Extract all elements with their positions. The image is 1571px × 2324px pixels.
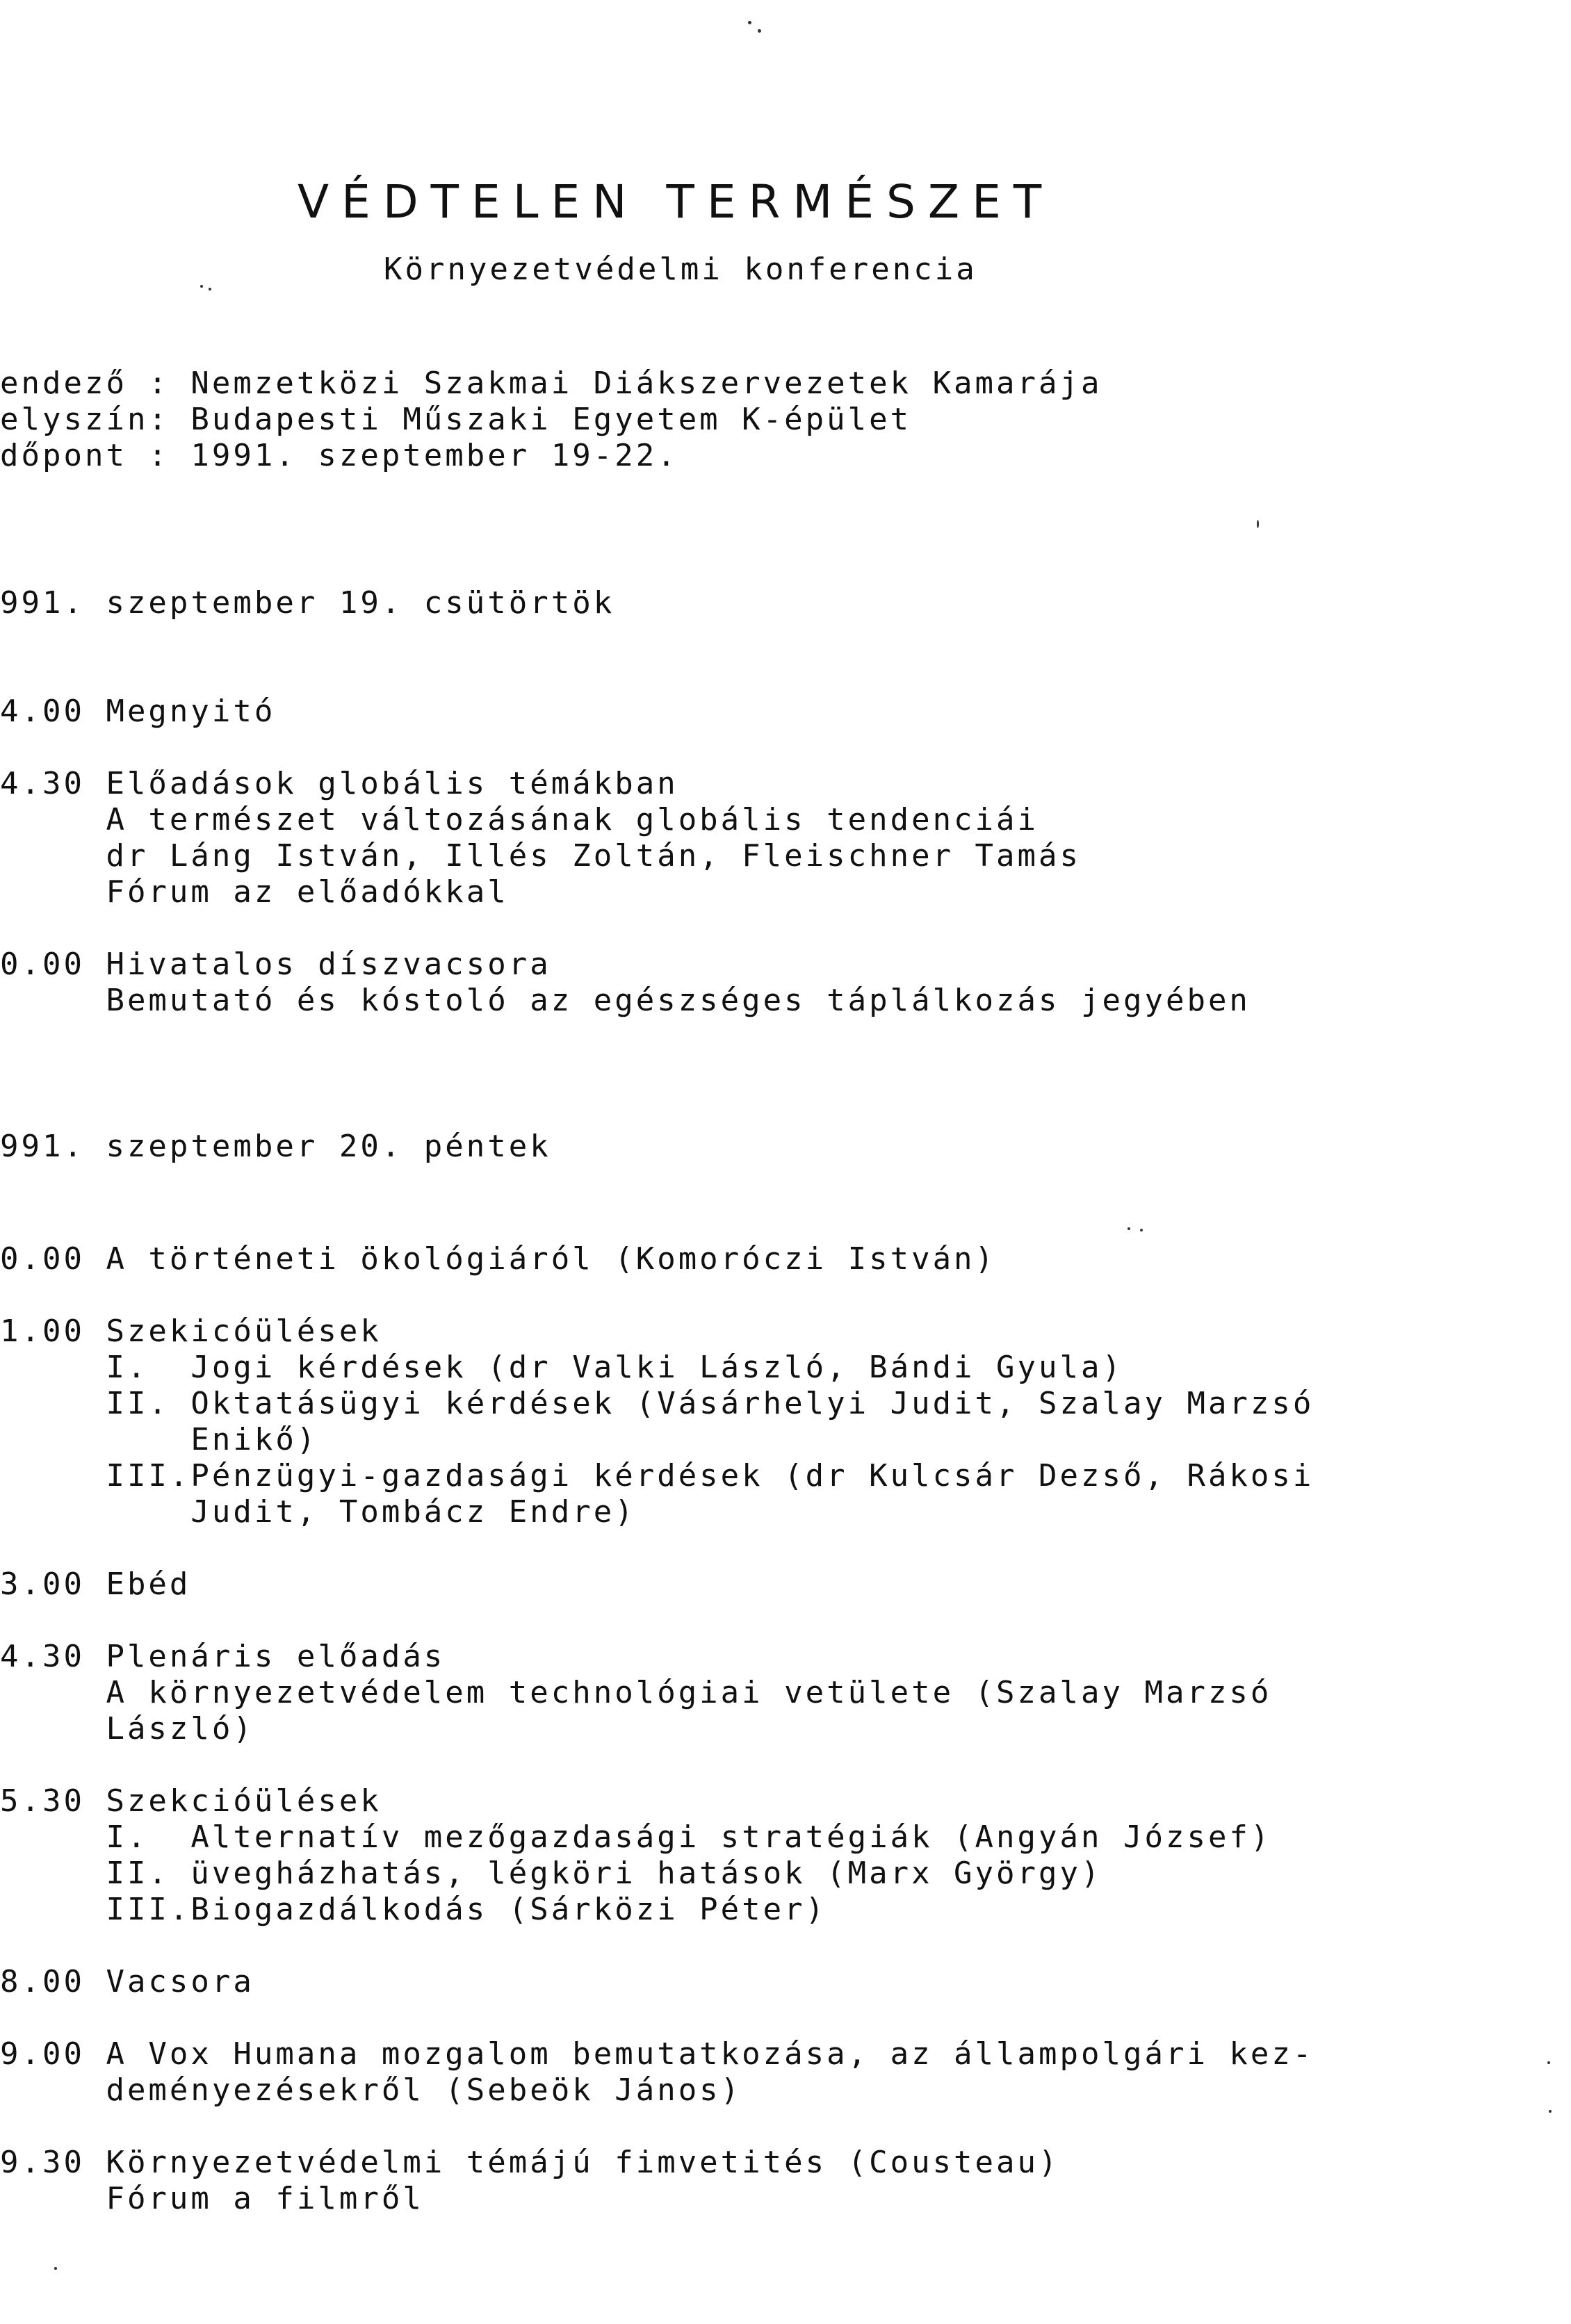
schedule-line: 9.30 Környezetvédelmi témájú fimvetités (Cousteau): [0, 2145, 1060, 2180]
schedule-line: László): [0, 1711, 254, 1746]
organizer-line: endező : Nemzetközi Szakmai Diákszervezetek Kamarája: [0, 366, 1102, 401]
schedule-line: 5.30 Szekcióülések: [0, 1783, 382, 1819]
scan-speck: [209, 288, 211, 290]
scan-speck: [748, 21, 751, 24]
schedule-line: Judit, Tombácz Endre): [0, 1494, 636, 1530]
scan-speck: [758, 29, 761, 33]
schedule-line: deményezésekről (Sebeök János): [0, 2072, 742, 2108]
scan-speck: [1547, 2061, 1550, 2064]
schedule-line: Fórum az előadókkal: [0, 874, 509, 910]
scan-speck: [1128, 1227, 1130, 1230]
schedule-line: 1.00 Szekicóülések: [0, 1314, 382, 1349]
schedule-line: I. Alternatív mezőgazdasági stratégiák (Angyán József): [0, 1819, 1272, 1855]
schedule-line: A környezetvédelem technológiai vetülete (Szalay Marzsó: [0, 1675, 1272, 1710]
schedule-line: Fórum a filmről: [0, 2181, 424, 2216]
document-subtitle: Környezetvédelmi konferencia: [384, 252, 977, 287]
schedule-line: III.Biogazdálkodás (Sárközi Péter): [0, 1892, 827, 1927]
schedule-line: 9.00 A Vox Humana mozgalom bemutatkozása, az állampolgári kez-: [0, 2036, 1314, 2072]
schedule-line: 4.30 Előadások globális témákban: [0, 766, 678, 801]
schedule-line: dr Láng István, Illés Zoltán, Fleischner Tamás: [0, 838, 1082, 874]
day1-heading: 991. szeptember 19. csütörtök: [0, 585, 615, 621]
date-line: dőpont : 1991. szeptember 19-22.: [0, 438, 678, 473]
schedule-line: II. Oktatásügyi kérdések (Vásárhelyi Judit, Szalay Marzsó: [0, 1386, 1314, 1421]
schedule-line: 3.00 Ebéd: [0, 1566, 191, 1602]
day2-heading: 991. szeptember 20. péntek: [0, 1129, 551, 1164]
scan-speck: [1140, 1229, 1143, 1231]
schedule-line: Bemutató és kóstoló az egészséges táplálkozás jegyében: [0, 983, 1251, 1018]
schedule-line: 4.30 Plenáris előadás: [0, 1639, 446, 1674]
schedule-line: I. Jogi kérdések (dr Valki László, Bándi Gyula): [0, 1350, 1123, 1385]
schedule-line: 4.00 Megnyitó: [0, 694, 276, 729]
schedule-line: 8.00 Vacsora: [0, 1964, 254, 1999]
schedule-line: II. üvegházhatás, légköri hatások (Marx György): [0, 1856, 1102, 1891]
venue-line: elyszín: Budapesti Műszaki Egyetem K-épület: [0, 402, 912, 437]
scan-speck: [1549, 2110, 1552, 2113]
schedule-line: 0.00 A történeti ökológiáról (Komoróczi István): [0, 1241, 997, 1277]
scan-speck: [200, 285, 203, 288]
scan-speck: [1257, 520, 1259, 528]
schedule-line: Enikő): [0, 1422, 318, 1457]
schedule-line: A természet változásának globális tendenciái: [0, 802, 1039, 837]
schedule-line: III.Pénzügyi-gazdasági kérdések (dr Kulcsár Dezső, Rákosi: [0, 1458, 1314, 1494]
schedule-line: 0.00 Hivatalos díszvacsora: [0, 947, 551, 982]
scan-speck: [54, 2267, 57, 2270]
